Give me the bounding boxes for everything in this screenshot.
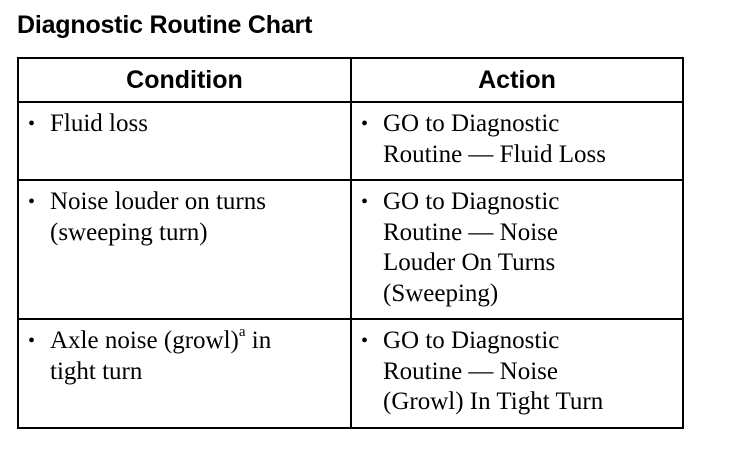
action-cell xyxy=(351,102,683,180)
action-text: GO to Diagnostic Routine — Fluid Loss xyxy=(383,110,606,168)
condition-cell xyxy=(18,319,351,428)
condition-text: Noise louder on turns (sweeping turn) xyxy=(50,188,266,246)
bullet-icon: • xyxy=(361,191,369,213)
footnote-marker: a xyxy=(238,323,246,340)
action-cell xyxy=(351,180,683,319)
table-row xyxy=(18,180,683,319)
bullet-icon: • xyxy=(28,330,36,352)
condition-text-rest: in tight turn xyxy=(50,327,272,385)
bullet-icon: • xyxy=(361,330,369,352)
bullet-icon: • xyxy=(28,113,36,135)
table-row xyxy=(18,102,683,180)
bullet-icon: • xyxy=(28,191,36,213)
chart-title: Diagnostic Routine Chart xyxy=(17,11,313,39)
action-cell xyxy=(351,319,683,428)
action-text: GO to Diagnostic Routine — Noise (Growl) In Tight Turn xyxy=(383,327,604,415)
condition-cell xyxy=(18,102,351,180)
column-header-action: Action xyxy=(351,58,683,102)
table-header-row xyxy=(18,58,683,102)
condition-text-main: Axle noise (growl) xyxy=(50,327,239,354)
diagnostic-routine-table xyxy=(17,57,684,429)
column-header-condition: Condition xyxy=(18,58,351,102)
condition-text: Fluid loss xyxy=(50,110,148,137)
bullet-icon: • xyxy=(361,113,369,135)
action-text: GO to Diagnostic Routine — Noise Louder On Turns (Sweeping) xyxy=(383,188,560,307)
condition-text xyxy=(50,323,344,387)
condition-cell xyxy=(18,180,351,319)
table-row xyxy=(18,319,683,428)
